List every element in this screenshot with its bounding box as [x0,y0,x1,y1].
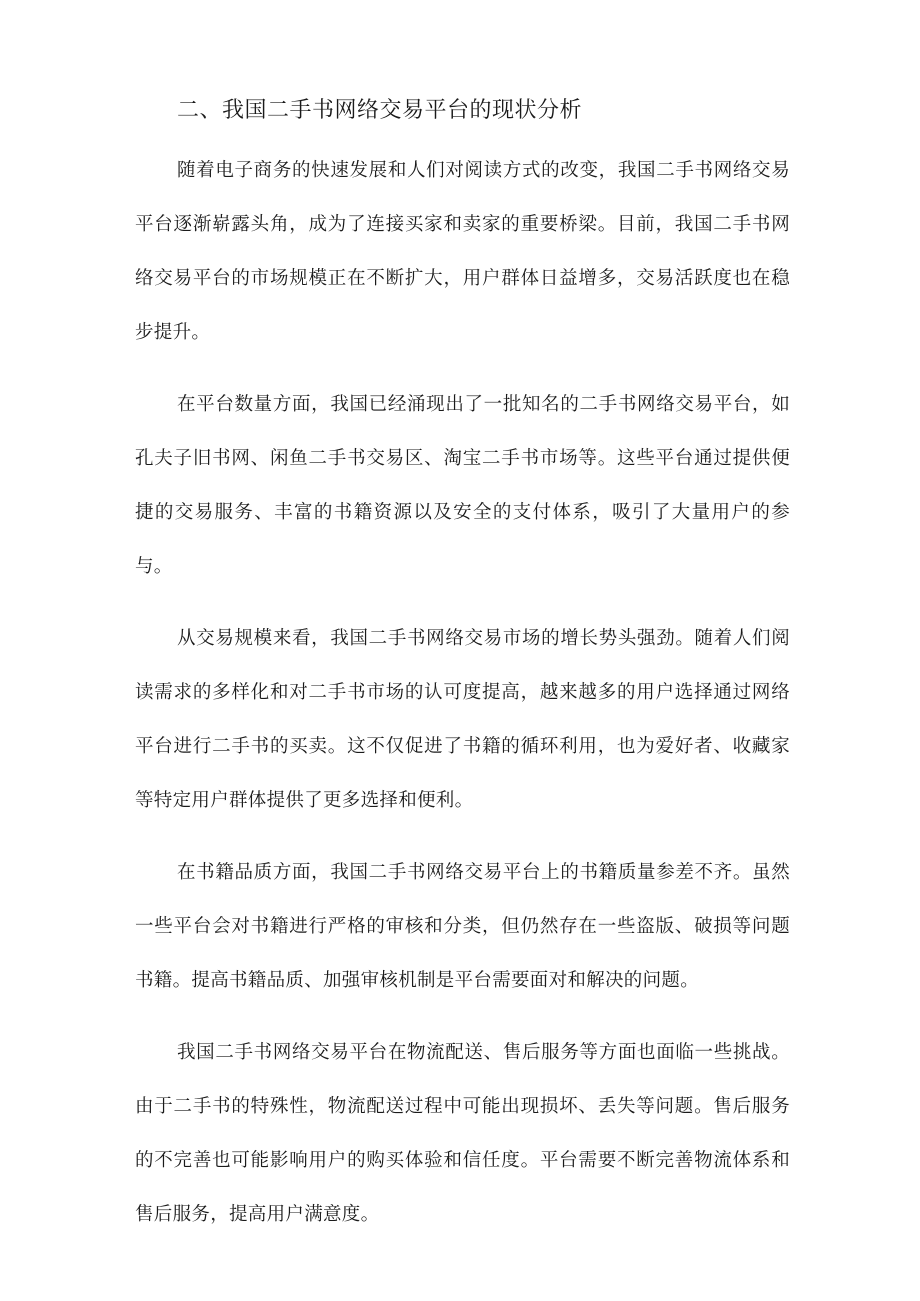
paragraph-trade-scale: 从交易规模来看，我国二手书网络交易市场的增长势头强劲。随着人们阅读需求的多样化和对二手书市场的认可度提高，越来越多的用户选择通过网络平台进行二手书的买卖。这不仅促进了书籍的循环利用，也为爱好者、收藏家等特定用户群体提供了更多选择和便利。 [135,628,790,811]
paragraph-platform-count: 在平台数量方面，我国已经涌现出了一批知名的二手书网络交易平台，如孔夫子旧书网、闲鱼二手书交易区、淘宝二手书市场等。这些平台通过提供便捷的交易服务、丰富的书籍资源以及安全的支付体系，吸引了大量用户的参与。 [135,394,790,577]
paragraph-book-quality: 在书籍品质方面，我国二手书网络交易平台上的书籍质量参差不齐。虽然一些平台会对书籍进行严格的审核和分类，但仍然存在一些盗版、破损等问题书籍。提高书籍品质、加强审核机制是平台需要面对和解决的问题。 [135,862,790,991]
section-heading: 二、我国二手书网络交易平台的现状分析 [177,98,583,123]
paragraph-overview: 随着电子商务的快速发展和人们对阅读方式的改变，我国二手书网络交易平台逐渐崭露头角，成为了连接买家和卖家的重要桥梁。目前，我国二手书网络交易平台的市场规模正在不断扩大，用户群体日益增多，交易活跃度也在稳步提升。 [135,160,790,343]
paragraph-logistics: 我国二手书网络交易平台在物流配送、售后服务等方面也面临一些挑战。由于二手书的特殊性，物流配送过程中可能出现损坏、丢失等问题。售后服务的不完善也可能影响用户的购买体验和信任度。平台需要不断完善物流体系和售后服务，提高用户满意度。 [135,1042,790,1225]
document-body [135,88,790,1260]
